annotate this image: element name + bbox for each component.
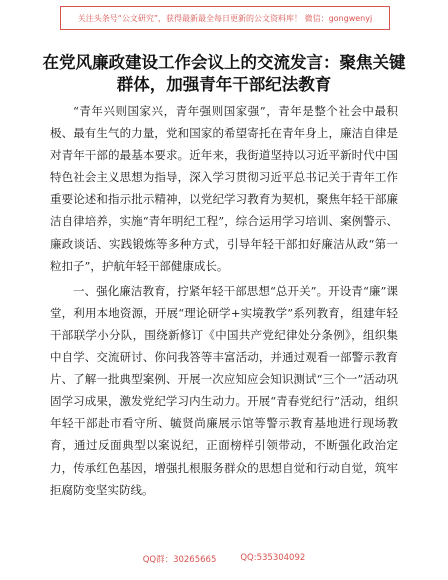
footer-qq-contact: QQ:535304092 [240,553,306,563]
page-title: 在党风廉政建设工作会议上的交流发言：聚焦关键群体，加强青年干部纪法教育 [42,53,406,94]
banner-text: 关注头条号“公文研究”，获得最新最全每日更新的公文资料库！ 微信：gongwenyj [77,13,373,23]
document-body [50,100,398,504]
footer [0,553,448,565]
paragraph-intro: “青年兴则国家兴，青年强则国家强”，青年是整个社会中最积极、最有生气的力量，党和国家的希望寄托在青年身上，廉洁自律是对青年干部的最基本要求。近年来，我街道坚持以习近平新时代中国特色社会主义思想为指导，深入学习贯彻习近平总书记关于青年工作重要论述和指示批示精神，以党纪学习教育为契机，聚焦年轻干部廉洁自律培养，实施“青年明纪工程”，综合运用学习培训、案例警示、廉政谈话、实践锻炼等多种方式，引导年轻干部扣好廉洁从政“第一粒扣子”，护航年轻干部健康成长。 [50,104,398,273]
top-banner [60,6,390,30]
footer-qq-group: QQ群：30265665 [142,555,217,565]
paragraph-section-1: 一、强化廉洁教育，拧紧年轻干部思想“总开关”。开设青“廉”课堂，利用本地资源，开展“理论研学+实境教学”系列教育，组建年轻干部联学小分队，围绕新修订《中国共产党纪律处分条例》，组织集中自学、交流研讨、你问我答等丰富活动，并通过观看一部警示教育片、了解一批典型案例、开展一次应知应会知识测试“三个一”活动巩固学习成果，激发党纪学习内生动力。开展“青春党纪行”活动，组织年轻干部赴市看守所、毓贤尚廉展示馆等警示教育基地进行现场教育，通过反面典型以案说纪，正面榜样引领带动，不断强化政治定力，传承红色基因，增强扎根服务群众的思想自觉和行动自觉，筑牢拒腐防变坚实防线。 [50,283,398,497]
